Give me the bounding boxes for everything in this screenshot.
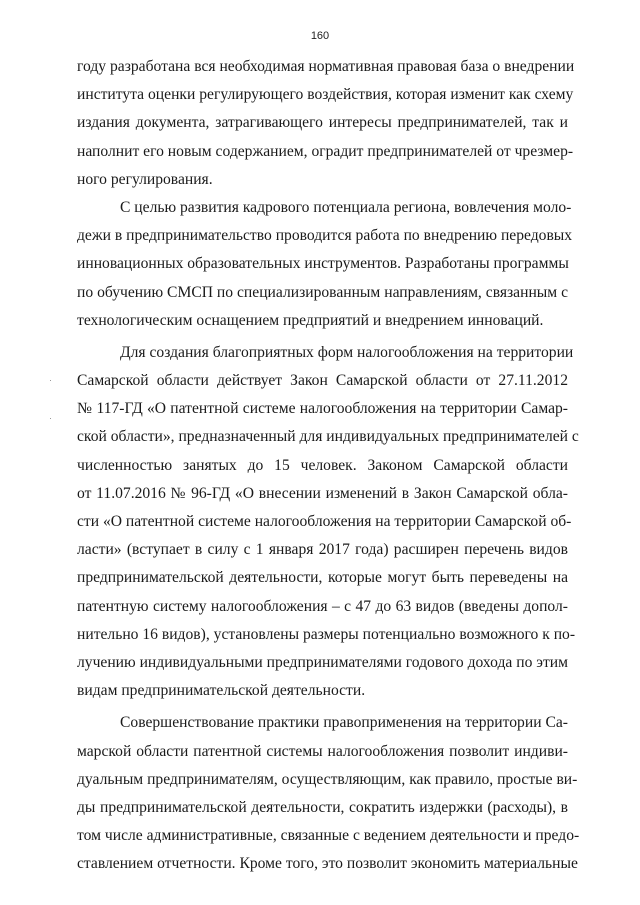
text-line: С целью развития кадрового потенциала региона, вовлечения моло-	[120, 198, 572, 216]
text-line: численностью занятых до 15 человек. Законом Самарской области	[77, 456, 568, 474]
text-line: патентную систему налогообложения – с 47 до 63 видов (введены допол-	[77, 597, 568, 615]
text-line: от 11.07.2016 № 96-ГД «О внесении изменений в Закон Самарской обла-	[77, 484, 568, 502]
text-line: наполнит его новым содержанием, оградит предпринимателей от чрезмер-	[77, 142, 574, 160]
text-line: № 117-ГД «О патентной системе налогообложения на территории Самар-	[77, 400, 568, 418]
scan-speck	[50, 380, 51, 381]
text-line: ставлением отчетности. Кроме того, это позволит экономить материальные	[77, 855, 578, 873]
text-line: института оценки регулирующего воздействия, которая изменит как схему	[77, 86, 574, 104]
text-line: ды предпринимательской деятельности, сократить издержки (расходы), в	[77, 798, 568, 816]
text-line: Для создания благоприятных форм налогообложения на территории	[120, 343, 574, 361]
page-number: 160	[310, 30, 330, 42]
text-line: ской области», предназначенный для индивидуальных предпринимателей с	[77, 428, 579, 446]
text-line: издания документа, затрагивающего интересы предпринимателей, так и	[77, 114, 568, 132]
text-line: лучению индивидуальными предпринимателями годового дохода по этим	[77, 653, 568, 671]
text-line: технологическим оснащением предприятий и внедрением инноваций.	[77, 311, 544, 329]
text-line: предпринимательской деятельности, которые могут быть переведены на	[77, 569, 568, 587]
text-line: том числе административные, связанные с ведением деятельности и предо-	[77, 827, 580, 845]
text-line: ного регулирования.	[77, 170, 213, 188]
text-line: Самарской области действует Закон Самарской области от 27.11.2012	[77, 372, 568, 390]
text-line: нительно 16 видов), установлены размеры потенциально возможного к по-	[77, 625, 576, 643]
text-line: сти «О патентной системе налогообложения на территории Самарской об-	[77, 513, 572, 530]
document-body	[77, 53, 580, 878]
scan-speck	[50, 418, 51, 419]
text-line: дуальным предпринимателям, осуществляющим, как правило, простые ви-	[77, 770, 578, 788]
text-line: инновационных образовательных инструментов. Разработаны программы	[77, 255, 569, 273]
paragraph	[77, 339, 579, 705]
text-line: дежи в предпринимательство проводится работа по внедрению передовых	[77, 227, 573, 245]
text-line: видам предпринимательской деятельности.	[77, 682, 366, 700]
text-line: по обучению СМСП по специализированным направлениям, связанным с	[77, 283, 568, 301]
paragraph	[77, 53, 575, 194]
text-line: году разработана вся необходимая нормативная правовая база о внедрении	[77, 58, 575, 75]
paragraph	[77, 194, 573, 335]
paragraph	[77, 709, 580, 878]
text-line: марской области патентной системы налогообложения позволит индиви-	[77, 742, 568, 760]
text-line: ласти» (вступает в силу с 1 января 2017 года) расширен перечень видов	[77, 541, 568, 559]
text-line: Совершенствование практики правоприменения на территории Са-	[120, 714, 568, 732]
